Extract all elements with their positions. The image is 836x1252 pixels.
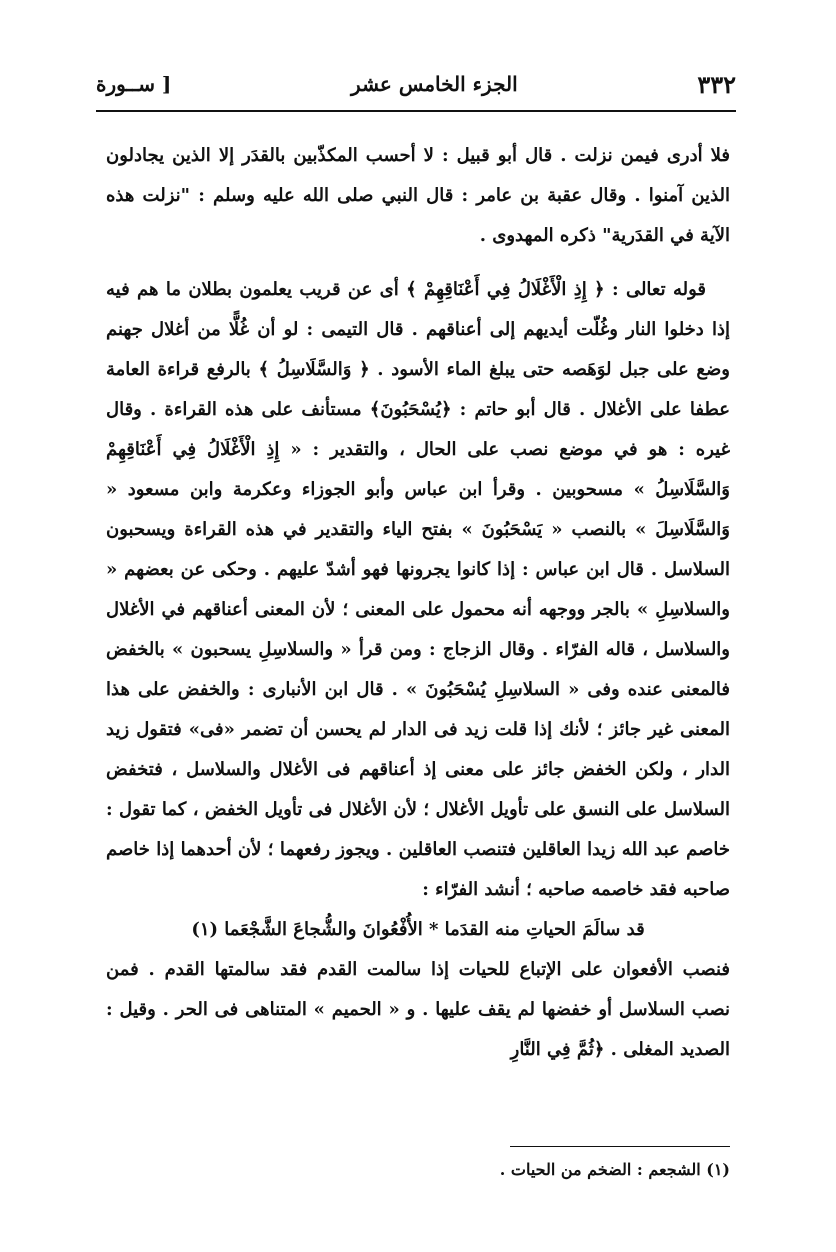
page-body (106, 136, 730, 1070)
header-rule (96, 110, 736, 112)
paragraph-1: فلا أدرى فيمن نزلت . قال أبو قبيل : لا أحسب المكذّبين بالقدَر إلا الذين يجادلون الذين آمنوا . وقال عقبة بن عامر : قال النبي صلى الله عليه وسلم : "نزلت هذه الآية في القدَرية" ذكره المهدوى . (106, 145, 730, 246)
footnote-rule (510, 1146, 730, 1147)
poetry-verse: قد سالَمَ الحياتِ منه القدَما * الأُفْعُوانَ والشُّجاعَ الشَّجْعَما (١) (191, 919, 645, 940)
sura-label: [ ســورة (96, 72, 172, 96)
paragraph-2: قوله تعالى : ﴿ إِذِ الْأَغْلَالُ فِي أَعْنَاقِهِمْ ﴾ أى عن قريب يعلمون بطلان ما هم فيه إذا دخلوا النار وغُلّت أيديهم إلى أعناقهم . قال التيمى : لو أن غُلًّا من أغلال جهنم وضع على جبل لوَهَصه حتى يبلغ الماء الأسود . ﴿ وَالسَّلَاسِلُ ﴾ بالرفع قراءة العامة عطفا على الأغلال . قال أبو حاتم : ﴿يُسْحَبُونَ﴾ مستأنف على هذه القراءة . وقال غيره : هو في موضع نصب على الحال ، والتقدير : « إِذِ الْأَغْلَالُ فِي أَعْنَاقِهِمْ وَالسَّلَاسِلُ » مسحوبين . وقرأ ابن عباس وأبو الجوزاء وعكرمة وابن مسعود « وَالسَّلَاسِلَ » بالنصب « يَسْحَبُونَ » بفتح الياء والتقدير في هذه القراءة ويسحبون السلاسل . قال ابن عباس : إذا كانوا يجرونها فهو أشدّ عليهم . وحكى عن بعضهم « والسلاسِلِ » بالجر ووجهه أنه محمول على المعنى ؛ لأن المعنى أعناقهم في الأغلال والسلاسل ، قاله الفرّاء . وقال الزجاج : ومن قرأ « والسلاسِلِ يسحبون » بالخفض فالمعنى عنده وفى « السلاسِلِ يُسْحَبُونَ » . قال ابن الأنبارى : والخفض على هذا المعنى غير جائز ؛ لأنك إذا قلت زيد فى الدار لم يحسن أن تضمر «فى» فتقول زيد الدار ، ولكن الخفض جائز على معنى إذ أعناقهم فى الأغلال والسلاسل ، فتخفض السلاسل على النسق على تأويل الأغلال ؛ لأن الأغلال فى تأويل الخفض ، كما تقول : خاصم عبد الله زيدا العاقلين فتنصب العاقلين . ويجوز رفعهما ؛ لأن أحدهما إذا خاصم صاحبه فقد خاصمه صاحبه ؛ أنشد الفرّاء : (106, 279, 730, 900)
page-header (96, 62, 736, 106)
page-number: ٣٣٢ (697, 69, 736, 99)
paragraph-3: فنصب الأفعوان على الإتباع للحيات إذا سالمت القدم فقد سالمتها القدم . فمن نصب السلاسل أو خفضها لم يقف عليها . و « الحميم » المتناهى فى الحر . وقيل : الصديد المغلى . ﴿ثُمَّ فِي النَّارِ (106, 959, 730, 1060)
footnote: (١) الشجعم : الضخم من الحيات . (499, 1160, 730, 1179)
running-title: الجزء الخامس عشر (351, 72, 518, 96)
